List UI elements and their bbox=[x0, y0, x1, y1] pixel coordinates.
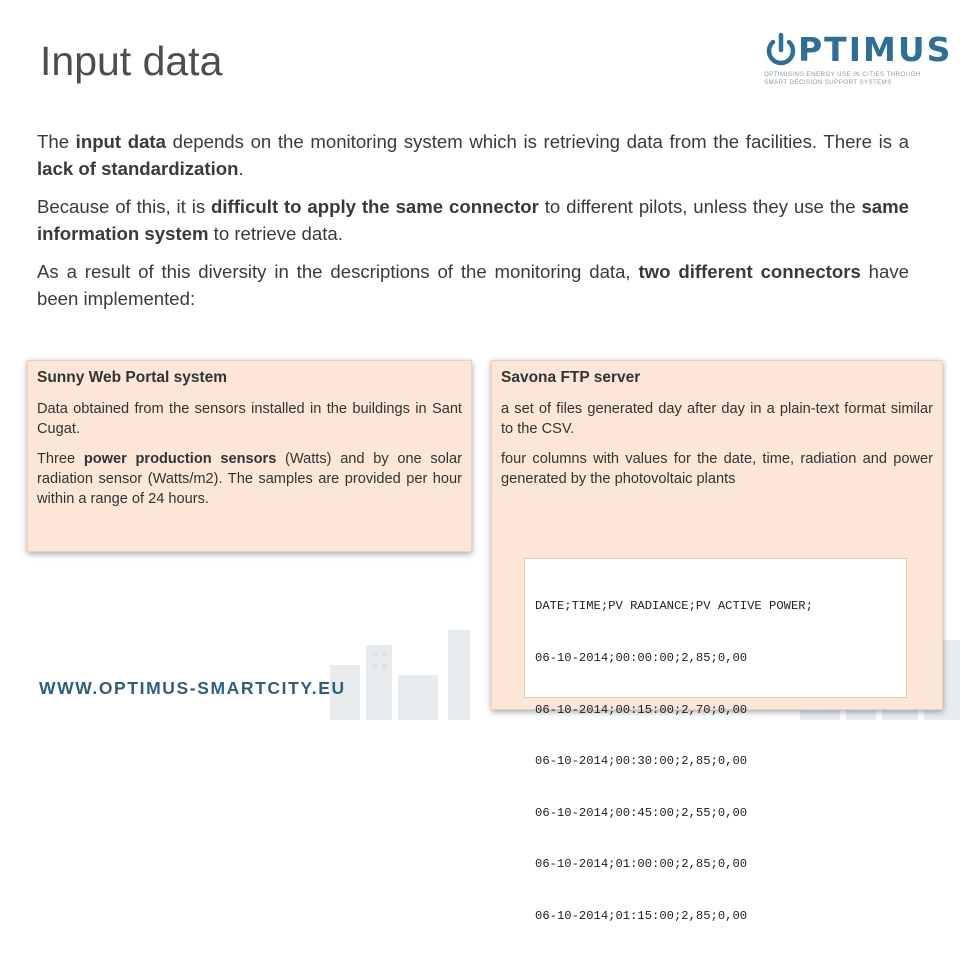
text-run: Three bbox=[37, 451, 84, 467]
box-paragraph-1 bbox=[37, 399, 462, 439]
text-run: a set of files generated day after day in a plain-text format similar to the CSV. bbox=[501, 401, 933, 437]
text-run: Data obtained from the sensors installed in the buildings in Sant Cugat. bbox=[37, 401, 462, 437]
csv-line: 06-10-2014;01:15:00;2,85;0,00 bbox=[535, 909, 748, 924]
logo-wordmark: PTIMUS bbox=[798, 30, 953, 69]
text-run: depends on the monitoring system which is retrieving data from the facilities. There is a bbox=[165, 131, 909, 152]
box-paragraph-1 bbox=[501, 399, 933, 439]
text-run: Because of this, it is bbox=[37, 196, 211, 217]
footer-website-link[interactable]: WWW.OPTIMUS-SMARTCITY.EU bbox=[39, 678, 346, 698]
text-run: to retrieve data. bbox=[208, 223, 343, 244]
csv-line: 06-10-2014;00:30:00;2,85;0,00 bbox=[535, 754, 748, 769]
csv-line: 06-10-2014;01:00:00;2,85;0,00 bbox=[535, 857, 748, 872]
text-run: (Watts) and by one solar radiation sensor (Watts/m2). The samples are provided per hour within a range of 24 hours. bbox=[37, 451, 462, 507]
text-run: to different pilots, unless they use the bbox=[538, 196, 862, 217]
page-title: Input data bbox=[40, 38, 223, 84]
savona-ftp-box bbox=[491, 360, 943, 924]
text-run: four columns with values for the date, time, radiation and power generated by the photovoltaic plants bbox=[501, 451, 933, 487]
emphasis-text: power production sensors bbox=[83, 451, 277, 467]
box-heading: Sunny Web Portal system bbox=[37, 369, 228, 386]
emphasis-text: two different connectors bbox=[638, 261, 861, 282]
logo-tagline-line-1: OPTIMISING ENERGY USE IN CITIES THROUGH bbox=[764, 71, 921, 78]
optimus-logo bbox=[762, 30, 953, 92]
intro-text bbox=[37, 128, 909, 323]
csv-sample-block bbox=[524, 558, 907, 924]
emphasis-text: same information system bbox=[37, 196, 909, 244]
box-heading: Savona FTP server bbox=[501, 369, 641, 386]
box-paragraph-2 bbox=[501, 449, 933, 489]
intro-paragraph-3 bbox=[37, 258, 909, 312]
power-icon bbox=[764, 32, 798, 70]
text-run: The bbox=[37, 131, 76, 152]
csv-line: 06-10-2014;00:15:00;2,70;0,00 bbox=[535, 702, 748, 717]
box-paragraph-2 bbox=[37, 449, 462, 509]
sunny-web-portal-box bbox=[27, 360, 472, 552]
csv-line: DATE;TIME;PV RADIANCE;PV ACTIVE POWER; bbox=[535, 599, 813, 614]
csv-line: 06-10-2014;00:45:00;2,55;0,00 bbox=[535, 805, 748, 820]
intro-paragraph-2 bbox=[37, 193, 909, 247]
emphasis-text: difficult to apply the same connector bbox=[211, 196, 539, 217]
text-run: . bbox=[238, 158, 244, 179]
text-run: As a result of this diversity in the descriptions of the monitoring data, bbox=[37, 261, 639, 282]
emphasis-text: lack of standardization bbox=[37, 158, 239, 179]
logo-tagline bbox=[764, 71, 934, 87]
emphasis-text: input data bbox=[75, 131, 166, 152]
csv-line: 06-10-2014;00:00:00;2,85;0,00 bbox=[535, 651, 748, 666]
intro-paragraph-1 bbox=[37, 128, 909, 182]
text-run: have been implemented: bbox=[37, 261, 909, 309]
logo-tagline-line-2: SMART DECISION SUPPORT SYSTEMS bbox=[764, 79, 892, 86]
